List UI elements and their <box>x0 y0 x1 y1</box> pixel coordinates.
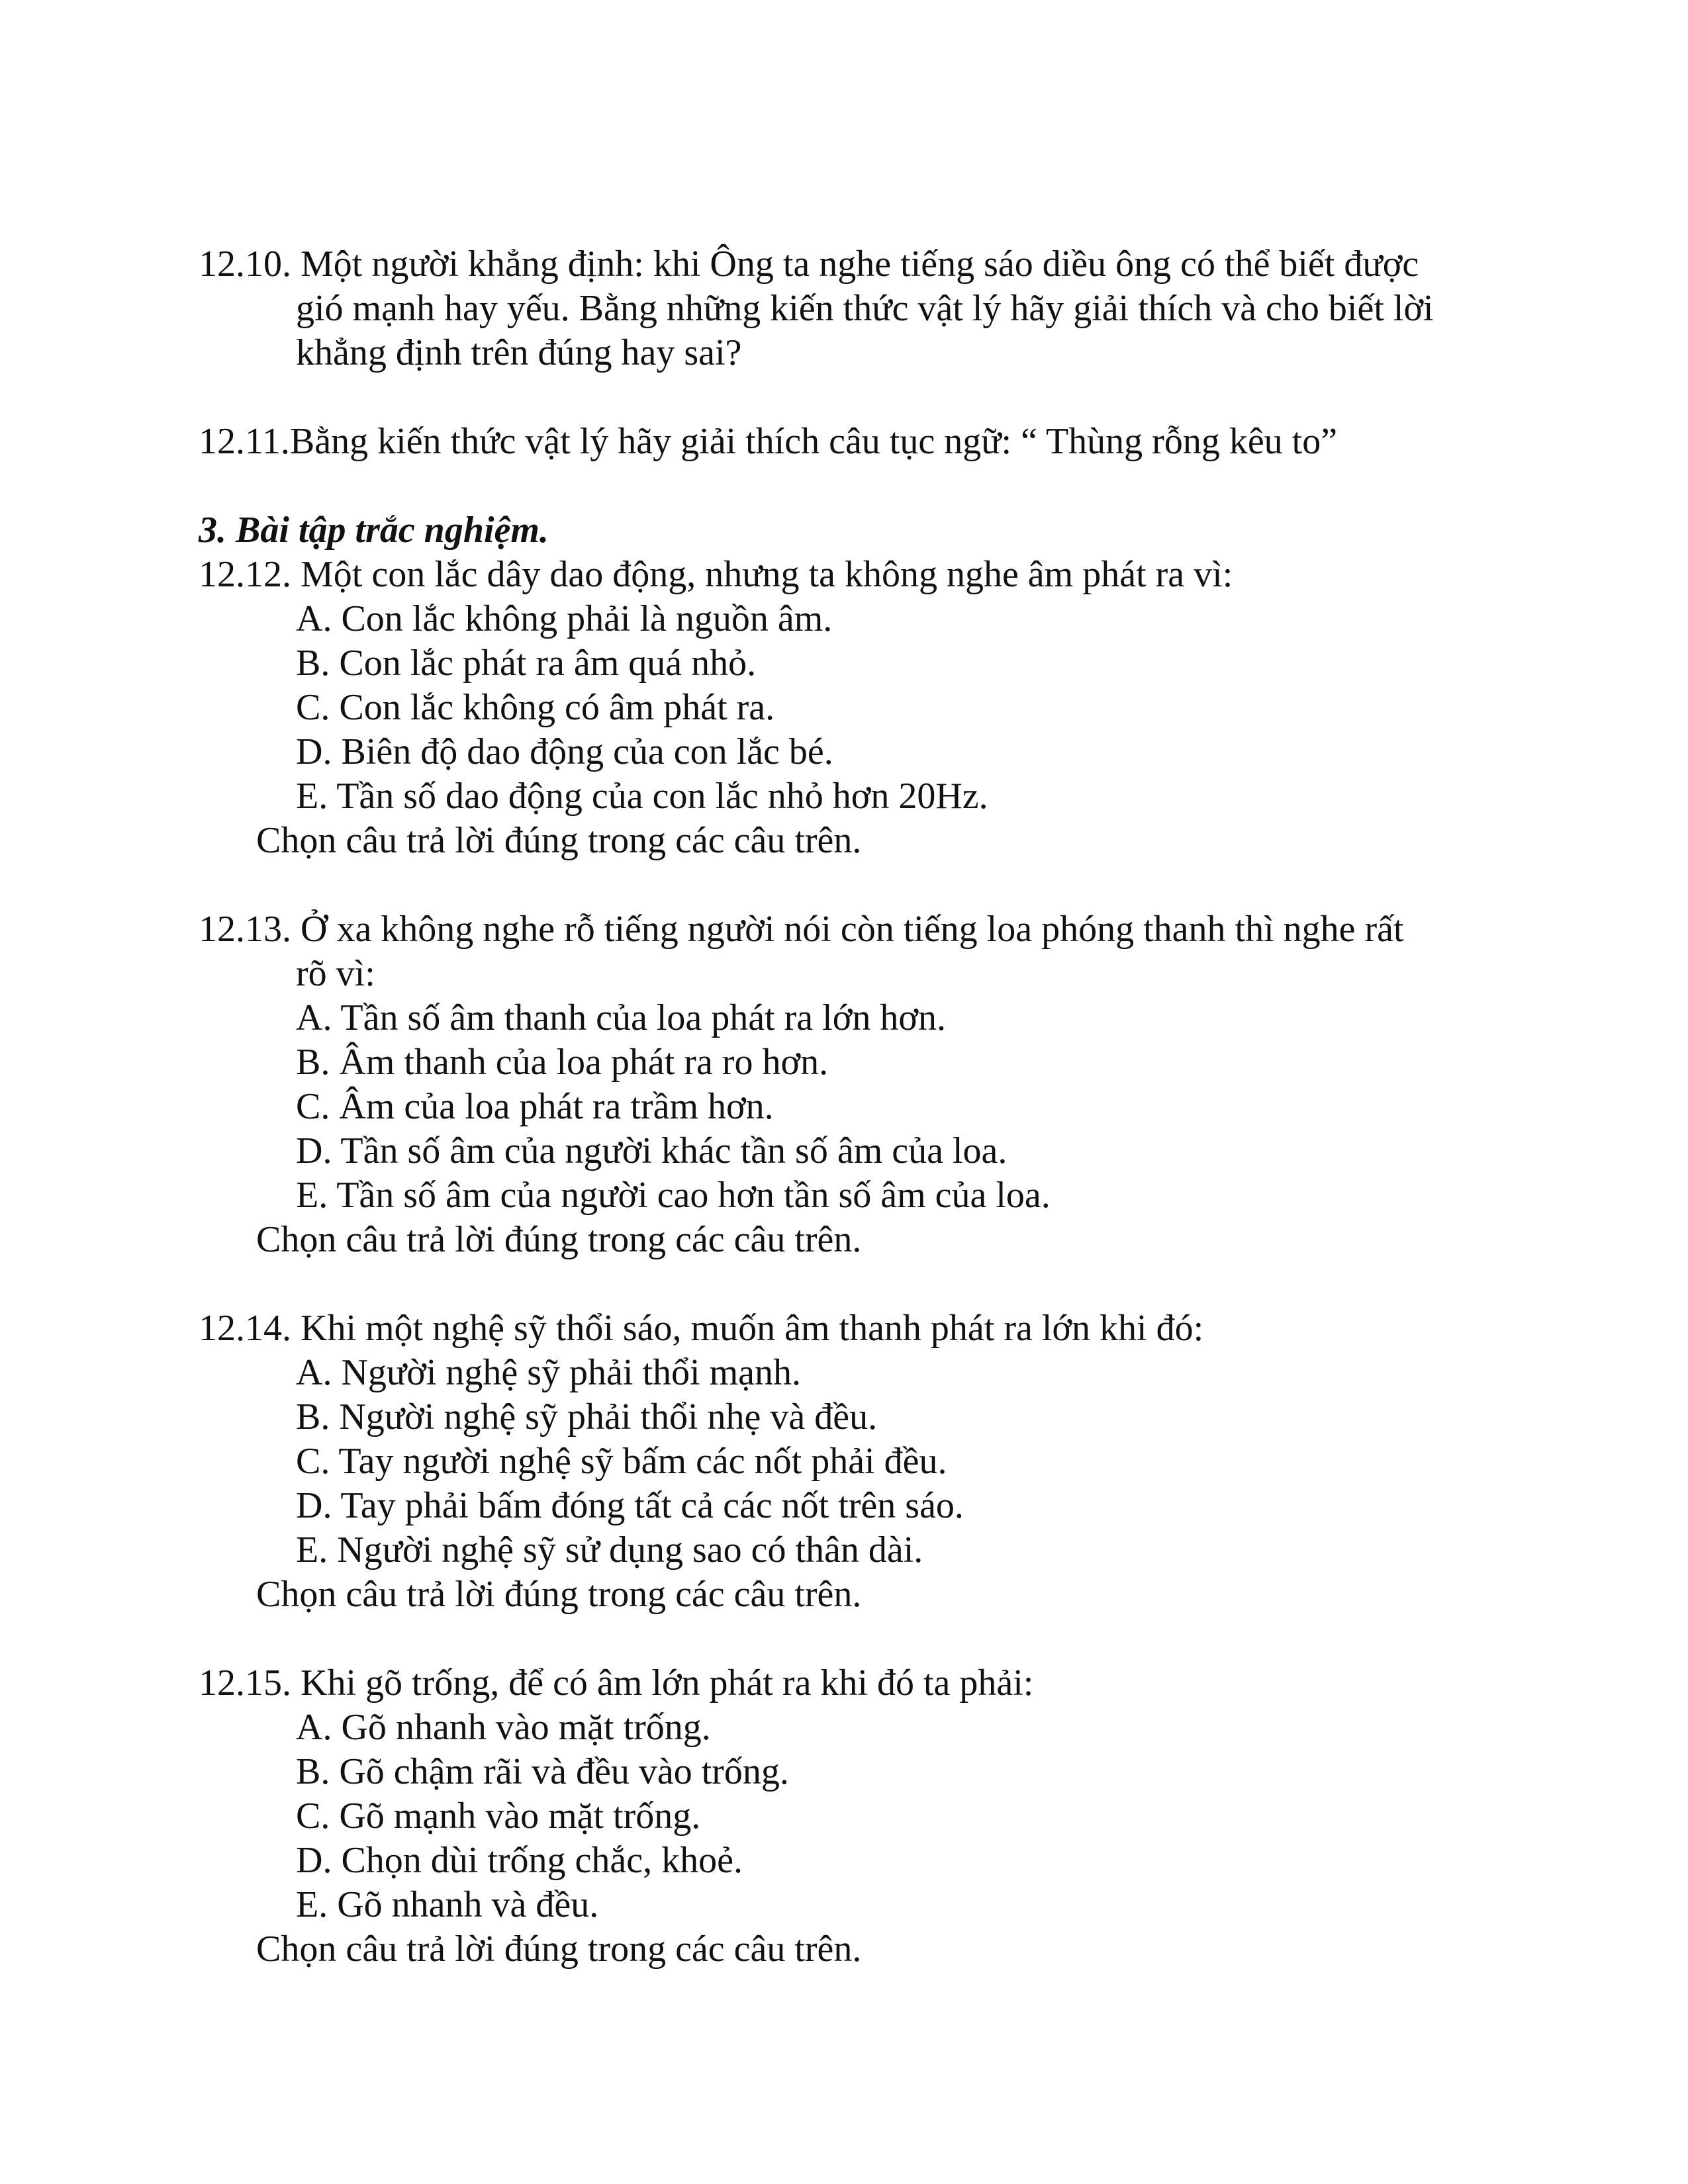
question-12-15-instruction: Chọn câu trả lời đúng trong các câu trên. <box>256 1929 862 1970</box>
question-12-10-line-3: khẳng định trên đúng hay sai? <box>296 332 742 373</box>
section-heading: 3. Bài tập trắc nghiệm. <box>199 510 549 551</box>
question-12-15-option-b: B. Gõ chậm rãi và đều vào trống. <box>296 1751 789 1792</box>
question-12-14-option-e: E. Người nghệ sỹ sử dụng sao có thân dài. <box>296 1529 923 1570</box>
question-12-14-option-d: D. Tay phải bấm đóng tất cả các nốt trên sáo. <box>296 1485 964 1526</box>
question-12-12-option-d: D. Biên độ dao động của con lắc bé. <box>296 731 833 772</box>
question-12-12-instruction: Chọn câu trả lời đúng trong các câu trên. <box>256 820 862 861</box>
question-12-13-stem-line-2: rõ vì: <box>296 953 375 994</box>
question-12-13-option-d: D. Tần số âm của người khác tần số âm của loa. <box>296 1130 1008 1171</box>
question-12-12-option-c: C. Con lắc không có âm phát ra. <box>296 687 775 728</box>
question-12-15-option-e: E. Gõ nhanh và đều. <box>296 1884 599 1925</box>
question-12-14-option-c: C. Tay người nghệ sỹ bấm các nốt phải đều. <box>296 1441 947 1482</box>
question-12-14-option-b: B. Người nghệ sỹ phải thổi nhẹ và đều. <box>296 1396 878 1437</box>
question-12-12-option-b: B. Con lắc phát ra âm quá nhỏ. <box>296 643 757 684</box>
question-12-14-stem: 12.14. Khi một nghệ sỹ thổi sáo, muốn âm thanh phát ra lớn khi đó: <box>199 1308 1204 1349</box>
question-12-15-option-c: C. Gõ mạnh vào mặt trống. <box>296 1796 701 1837</box>
question-12-10-line-2: gió mạnh hay yếu. Bằng những kiến thức vật lý hãy giải thích và cho biết lời <box>296 288 1434 329</box>
question-12-11: 12.11.Bằng kiến thức vật lý hãy giải thích câu tục ngữ: “ Thùng rỗng kêu to” <box>199 421 1338 462</box>
question-12-10-line-1: 12.10. Một người khẳng định: khi Ông ta nghe tiếng sáo diều ông có thể biết được <box>199 244 1419 285</box>
question-12-13-option-e: E. Tần số âm của người cao hơn tần số âm của loa. <box>296 1175 1051 1216</box>
question-12-12-option-e: E. Tần số dao động của con lắc nhỏ hơn 20Hz. <box>296 776 988 817</box>
question-12-12-stem: 12.12. Một con lắc dây dao động, nhưng ta không nghe âm phát ra vì: <box>199 554 1233 595</box>
question-12-13-option-b: B. Âm thanh của loa phát ra ro hơn. <box>296 1042 829 1083</box>
question-12-15-option-d: D. Chọn dùi trống chắc, khoẻ. <box>296 1840 743 1881</box>
question-12-13-option-c: C. Âm của loa phát ra trầm hơn. <box>296 1086 774 1127</box>
question-12-14-instruction: Chọn câu trả lời đúng trong các câu trên. <box>256 1574 862 1615</box>
question-12-15-option-a: A. Gõ nhanh vào mặt trống. <box>296 1707 711 1748</box>
question-12-13-stem-line-1: 12.13. Ở xa không nghe rỗ tiếng người nói còn tiếng loa phóng thanh thì nghe rất <box>199 909 1404 950</box>
question-12-13-option-a: A. Tần số âm thanh của loa phát ra lớn hơn. <box>296 997 946 1038</box>
question-12-14-option-a: A. Người nghệ sỹ phải thổi mạnh. <box>296 1352 801 1393</box>
question-12-13-instruction: Chọn câu trả lời đúng trong các câu trên. <box>256 1219 862 1260</box>
question-12-15-stem: 12.15. Khi gõ trống, để có âm lớn phát ra khi đó ta phải: <box>199 1662 1034 1704</box>
question-12-12-option-a: A. Con lắc không phải là nguồn âm. <box>296 598 833 639</box>
